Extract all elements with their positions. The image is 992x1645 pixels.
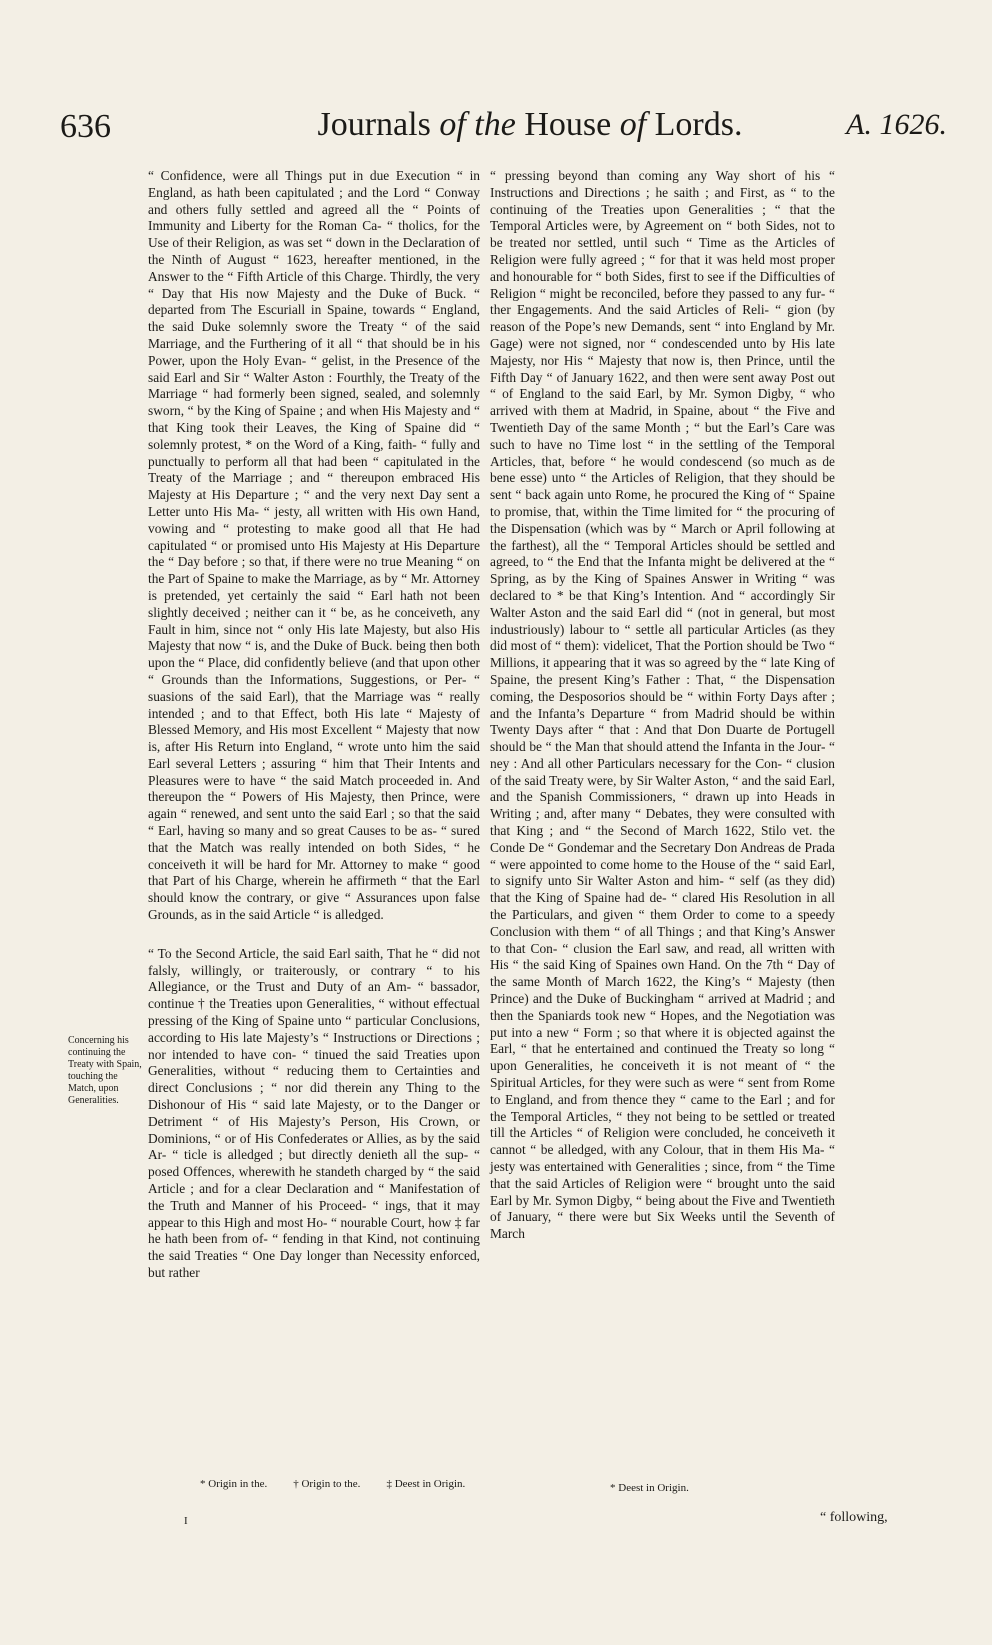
- left-paragraph-1: “ Confidence, were all Things put in due Execution “ in England, as hath been capitulated ; and the Lord “ Conway and others fully settled and agreed all the “ Points of Immunity and Liberty for the Roman Ca- “ tholics, for the Use of their Religion, as was set “ down in the Declaration of the Ninth of August “ 1623, hereafter mentioned, in the Answer to the “ Fifth Article of this Charge. Thirdly, the very “ Day that His now Majesty and the Duke of Buck. “ departed from The Escuriall in Spaine, towards “ England, the said Duke solemnly swore the Treaty “ of the said Marriage, and the Furthering of it all “ that should be in his Power, upon the Holy Evan- “ gelist, in the Presence of the said Earl and Sir “ Walter Aston : Fourthly, the Treaty of the Marriage “ had formerly been signed, sealed, and solemnly sworn, “ by the King of Spaine ; and when His Majesty and “ that King took their Leaves, the King of Spaine did “ solemnly protest, * on the Word of a King, faith- “ fully and punctually to perform all that had been “ capitulated in the Treaty of the Marriage ; and “ thereupon embraced His Majesty at His Departure ; “ and the very next Day sent a Letter unto His Ma- “ jesty, all written with His own Hand, vowing and “ protesting to make good all that He had capitulated “ or promised unto His Majesty at His Departure the “ Day before ; so that, if there were no true Meaning “ on the Part of Spaine to make the Marriage, as by “ Mr. Attorney is pretended, yet certainly the said “ Earl hath not been slightly deceived ; neither can it “ be, as he conceiveth, any Fault in him, since not “ only His late Majesty, but also His Majesty that now “ is, and the Duke of Buck. being then both upon the “ Place, did confidently believe (and that upon other “ Grounds than the Informations, Suggestions, or Per- “ suasions of the said Earl), that the Marriage was “ really intended ; and to that Effect, both His late “ Majesty of Blessed Memory, and His most Excellent “ Majesty that now is, after His Return into England, “ wrote unto him the said Earl several Letters ; assuring “ him that Their Intents and Pleasures were to have “ the said Match proceeded in. And thereupon the “ Powers of His Majesty, then Prince, were again “ renewed, and sent unto the said Earl ; so that the said “ Earl, having so many and so great Causes to be as- “ sured that the Match was really intended on both Sides, “ he conceiveth it will be hard for Mr. Attorney to make “ good that Part of his Charge, wherein he affirmeth “ that the Earl should know the contrary, or give “ Assurances upon false Grounds, as in the said Article “ is alledged.: [148, 168, 480, 923]
- footnote-left-1: * Origin in the.: [200, 1478, 268, 1490]
- footnote-right: * Deest in Origin.: [610, 1482, 689, 1494]
- footnote-left-2: † Origin to the.: [293, 1478, 361, 1490]
- right-paragraph-1: “ pressing beyond than coming any Way short of his “ Instructions and Directions ; he saith ; and First, as “ to the continuing of the Treaties upon Generalities ; “ that the Temporal Articles were, by Agreement on “ both Sides, not to be treated nor settled, until such “ Time as the Articles of Religion were fully agreed ; “ for that it was held most proper and honourable for “ both Sides, first to see if the Difficulties of Religion “ might be reconciled, before they passed to any fur- “ ther Engagements. And the said Articles of Reli- “ gion (by reason of the Pope’s new Demands, sent “ into England by Mr. Gage) were not signed, nor “ condescended unto by His late Majesty, nor His “ Majesty that now is, then Prince, until the Fifth Day “ of January 1622, and then were sent away Post out “ of England to the said Earl, by Mr. Symon Digby, “ who arrived with them at Madrid, in Spaine, about “ the Five and Twentieth Day of the same Month ; “ but the Earl’s Care was such to have no Time lost “ in the settling of the Temporal Articles, that, before “ he would condescend (so much as de bene esse) unto “ the Articles of Religion, that they should be sent “ back again unto Rome, he procured the King of “ Spaine to promise, that, within the Time limited for “ the procuring of the Dispensation (which was by “ March or April following at the farthest), all the “ Temporal Articles should be settled and agreed, to “ the End that the Infanta might be delivered at the “ Spring, as by the King of Spaines Answer in Writing “ was declared to * be that King’s Intention. And “ accordingly Sir Walter Aston and the said Earl did “ (not in general, but most industriously) labour to “ settle all particular Articles (as they did most of “ them): videlicet, That the Portion should be Two “ Millions, it appearing that it was so agreed by the “ late King of Spaine, the present King’s Father : That, “ the Dispensation coming, the Desposorios should be “ within Forty Days after ; and the Infanta’s Departure “ from Madrid should be within Twenty Days after “ that : And that Don Duarte de Portugell should be “ the Man that should attend the Infanta in the Jour- “ ney : And all other Particulars necessary for the Con- “ clusion of the said Treaty were, by Sir Walter Aston, “ and the said Earl, and the Spanish Commissioners, “ drawn up into Heads in Writing ; and, after many “ Debates, they were consulted with that King ; and “ the Second of March 1622, Stilo vet. the Conde De “ Gondemar and the Secretary Don Andreas de Prada “ were appointed to come home to the House of the “ said Earl, to signify unto Sir Walter Aston and him- “ self (as they did) that the King of Spaine had de- “ clared His Resolution in all the Particulars, and given “ them Order to come to a speedy Conclusion with them “ of all Things ; and that King’s Answer to that Con- “ clusion the Earl saw, and read, all written with His “ the said King of Spaines own Hand. On the 7th “ Day of the same Month of March 1622, the King’s “ Majesty (then Prince) and the Duke of Buckingham “ arrived at Madrid ; and then the Spaniards took new “ Hopes, and the Negotiation was put into a new “ Form ; so that where it is objected against the Earl, “ that he entertained and continued the Treaty so long “ upon Generalities, he conceiveth it is not meant of “ the Spiritual Articles, for they were such as were “ sent from Rome to England, and from thence they “ came to the Earl ; and for the Temporal Articles, “ they not being to be settled or treated till the Articles “ of Religion were concluded, he conceiveth it cannot “ be alledged, with any Colour, that in them His Ma- “ jesty was entertained with Generalities ; since, from “ the Time that the said Articles of Religion were “ brought unto the said Earl by Mr. Symon Digby, “ being about the Five and Twentieth of January, “ there were but Six Weeks until the Seventh of March: [490, 168, 835, 1242]
- title-of: of: [619, 106, 647, 143]
- catchword: “ following,: [820, 1510, 888, 1525]
- footnote-left-3: ‡ Deest in Origin.: [386, 1478, 466, 1490]
- header-year: A. 1626.: [846, 108, 947, 141]
- title-journals: Journals: [317, 106, 431, 143]
- right-column: [490, 168, 835, 1251]
- footnotes-left: [200, 1478, 500, 1490]
- signature-mark: I: [184, 1515, 188, 1527]
- margin-note: Concerning his continuing the Treaty with Spain, touching the Match, upon Generalities.: [68, 1035, 142, 1106]
- title-of-the: of the: [439, 106, 516, 143]
- page-header: [60, 100, 947, 160]
- left-column: [148, 168, 480, 1290]
- title-house: House: [524, 106, 612, 143]
- title-lords: Lords.: [654, 106, 743, 143]
- left-paragraph-2: “ To the Second Article, the said Earl saith, That he “ did not falsly, willingly, or traiterously, or contrary “ to his Allegiance, or the Trust and Duty of an Am- “ bassador, continue † the Treaties upon Generalities, “ without effectual pressing of the King of Spaine unto “ particular Conclusions, according to His late Majesty’s “ Instructions or Directions ; nor intended to have con- “ tinued the said Treaties upon Generalities, without “ reducing them to Certainties and direct Conclusions ; “ nor did therein any Thing to the Dishonour of His “ said late Majesty, or to the Danger or Detriment “ of His Majesty’s Person, His Crown, or Dominions, “ or of His Confederates or Allies, as by the said Ar- “ ticle is alledged ; but directly denieth all the sup- “ posed Offences, wherewith he standeth charged by “ the said Article ; and for a clear Declaration and “ Manifestation of the Truth and Manner of his Proceed- “ ings, that it may appear to this High and most Ho- “ nourable Court, how ‡ far he hath been from of- “ fending in that Kind, not continuing the said Treaties “ One Day longer than Necessity enforced, but rather: [148, 945, 480, 1280]
- running-title: [318, 106, 743, 144]
- page-number: 636: [60, 108, 111, 145]
